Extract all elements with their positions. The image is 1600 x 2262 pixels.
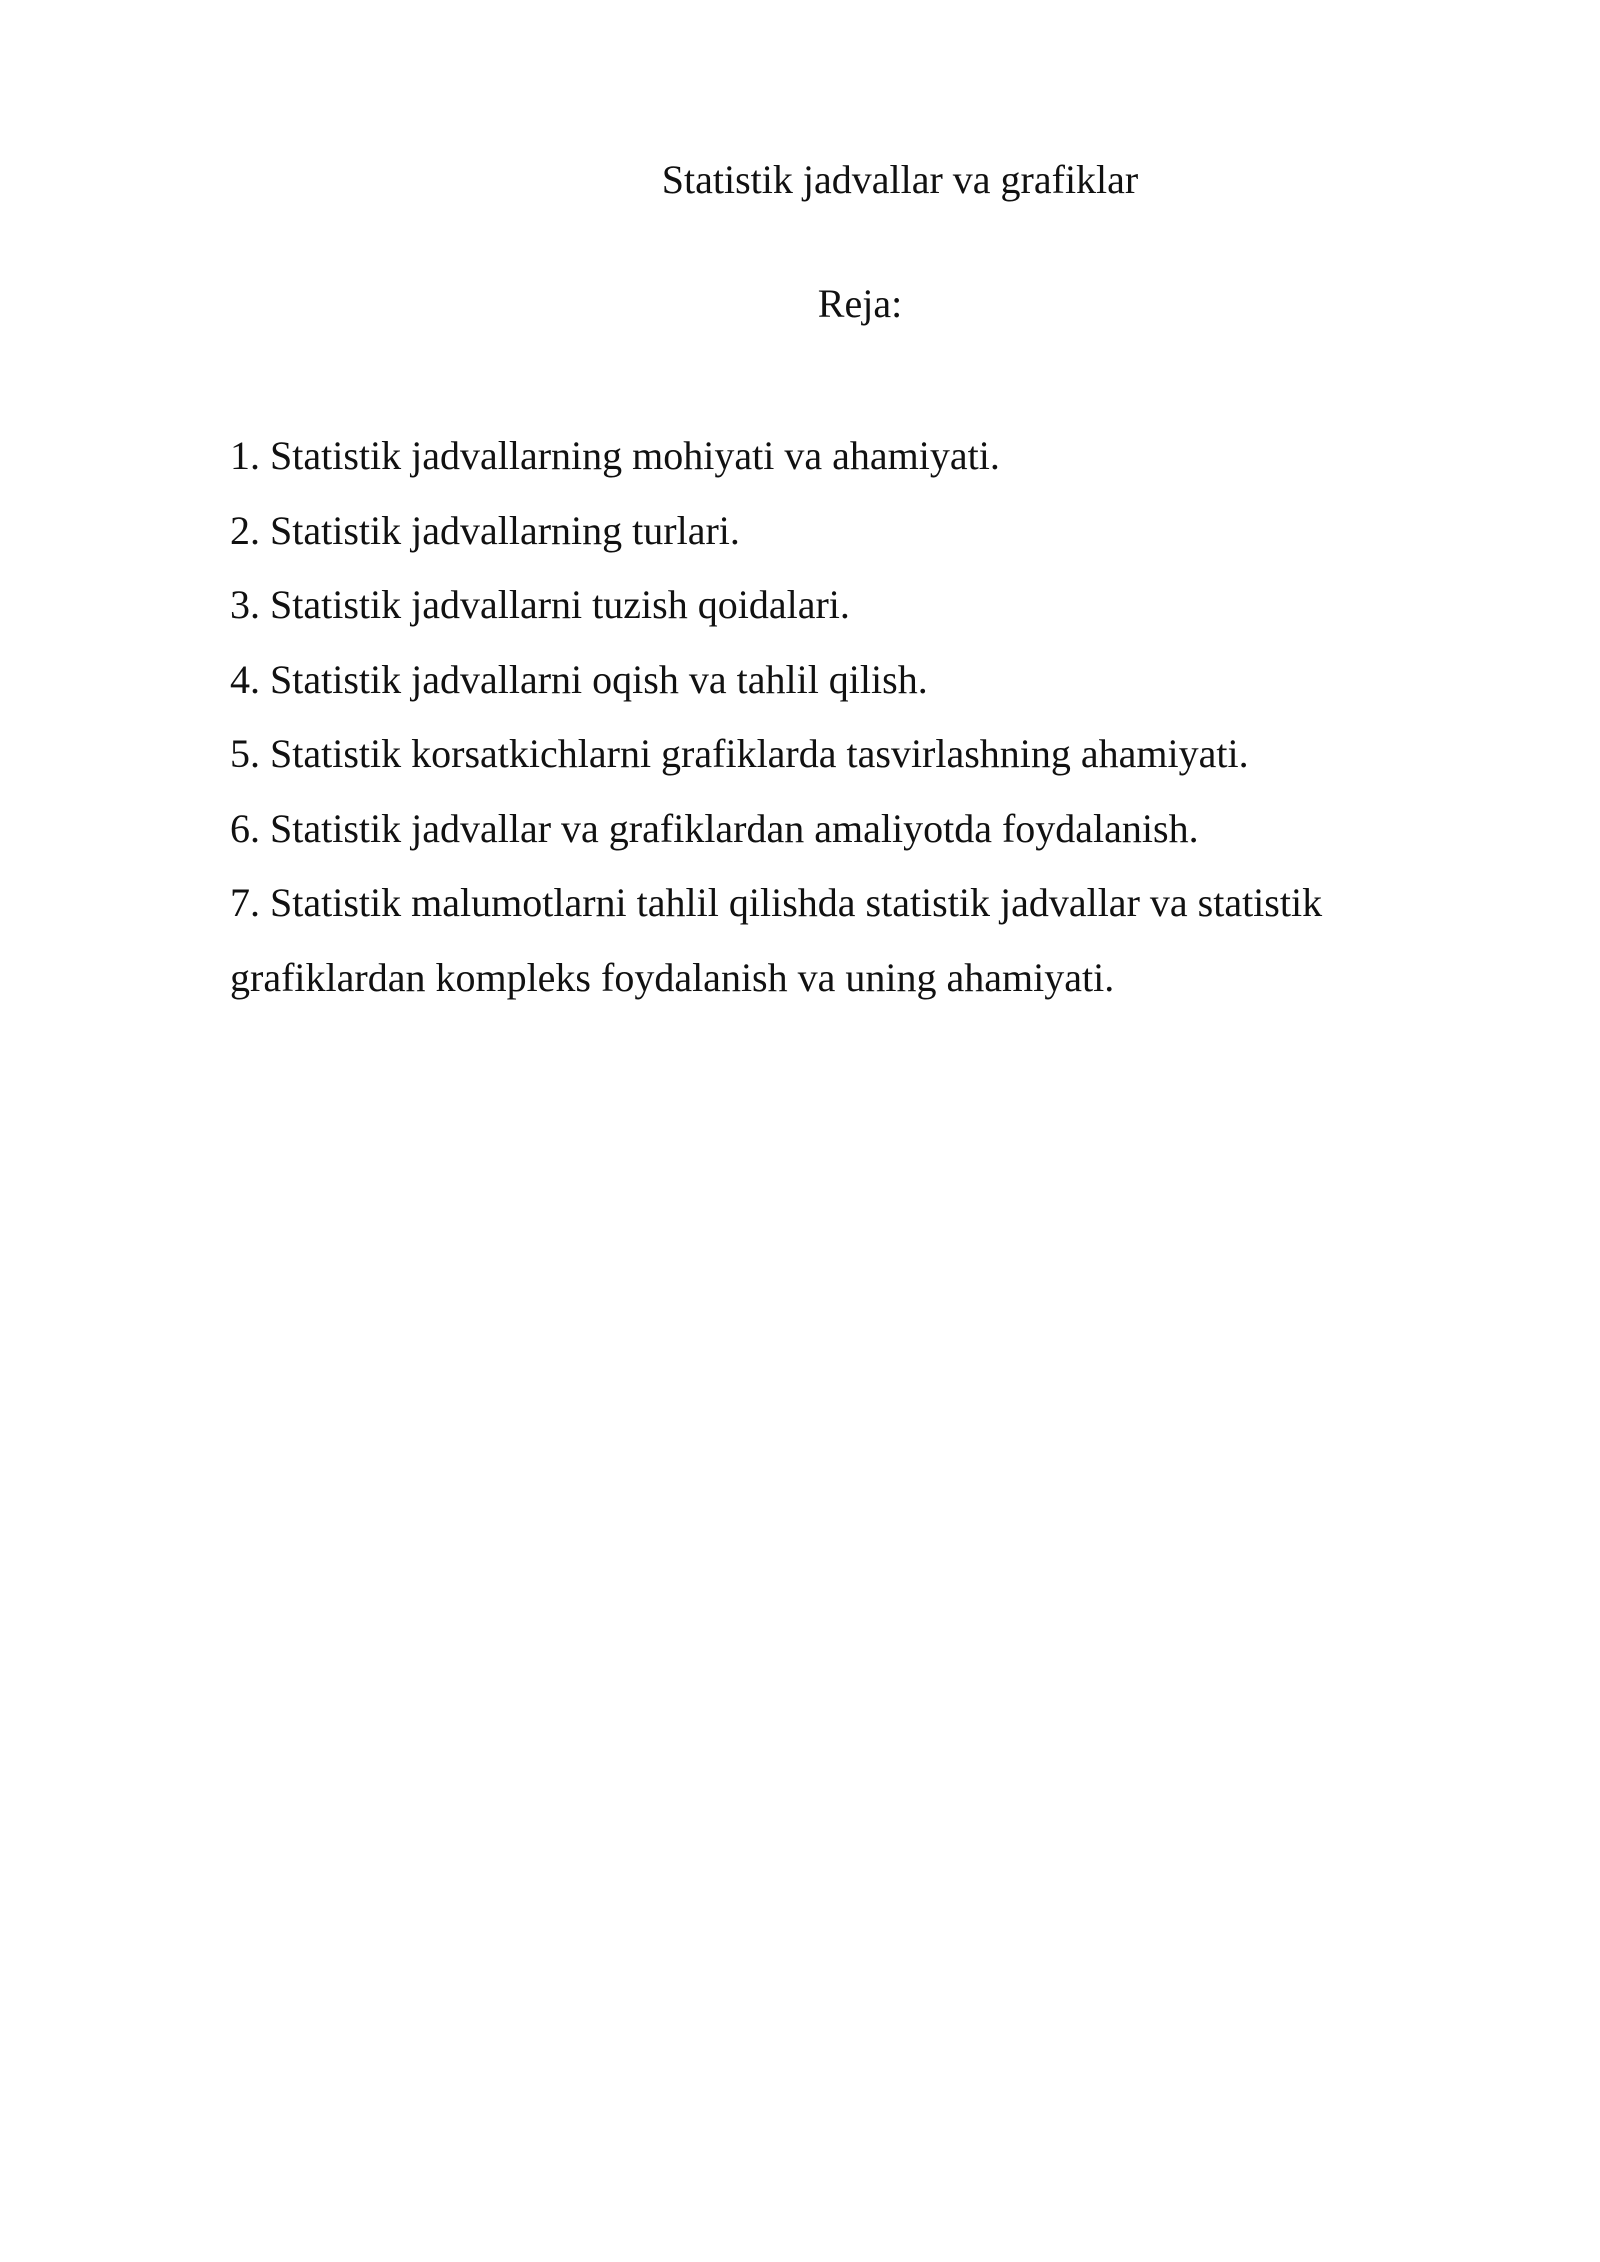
- plan-heading: Reja:: [817, 281, 903, 326]
- plan-item-1: 1. Statistik jadvallarning mohiyati va ahamiyati.: [230, 433, 1000, 478]
- document-title: Statistik jadvallar va grafiklar: [661, 157, 1139, 202]
- plan-item-3: 3. Statistik jadvallarni tuzish qoidalari.: [230, 582, 850, 627]
- plan-item-7: 7. Statistik malumotlarni tahlil qilishda statistik jadvallar va statistik grafiklardan kompleks foydalanish va uning ahamiyati.: [230, 880, 1323, 1000]
- plan-item-5: 5. Statistik korsatkichlarni grafiklarda tasvirlashning ahamiyati.: [230, 731, 1249, 776]
- plan-item-6: 6. Statistik jadvallar va grafiklardan amaliyotda foydalanish.: [230, 805, 1199, 851]
- plan-item-2: 2. Statistik jadvallarning turlari.: [230, 507, 740, 553]
- plan-list: [230, 419, 1420, 1015]
- plan-item-4: 4. Statistik jadvallarni oqish va tahlil qilish.: [230, 656, 928, 702]
